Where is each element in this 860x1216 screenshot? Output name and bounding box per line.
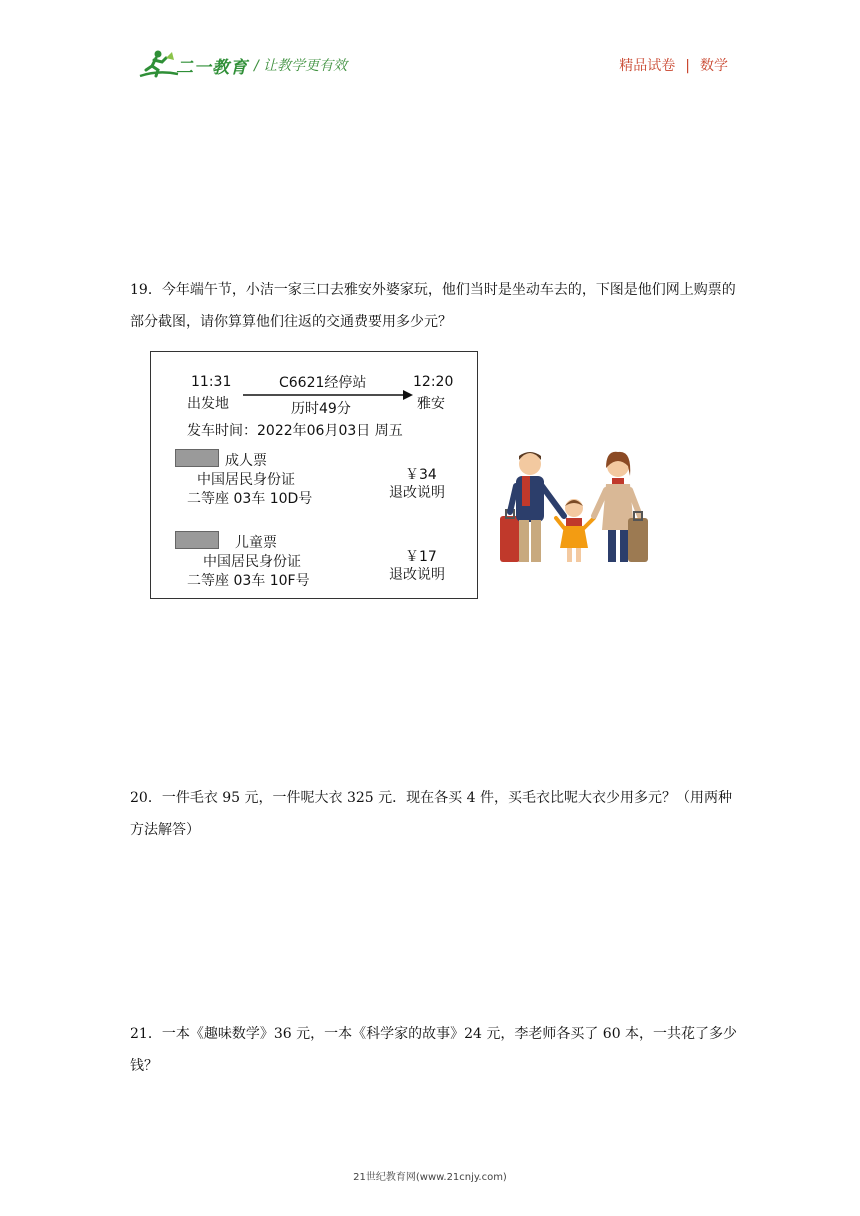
adult-ticket-type: 成人票 <box>225 453 267 469</box>
slogan: / 让教学更有效 <box>254 58 348 74</box>
child-ticket-type: 儿童票 <box>235 535 277 551</box>
header-category <box>619 55 728 75</box>
depart-time: 11:31 <box>191 374 232 390</box>
arrive-place: 雅安 <box>417 396 445 412</box>
train-ticket-screenshot <box>150 351 478 599</box>
page-footer: 21世纪教育网(www.21cnjy.com) <box>353 1172 507 1183</box>
child-price: ￥17 <box>405 549 437 565</box>
adult-name-redacted <box>175 449 219 467</box>
question-19: 19．今年端午节，小洁一家三口去雅安外婆家玩，他们当时是坐动车去的，下图是他们网上购票的部分截图，请你算算他们往返的交通费要用多少元？ <box>130 282 736 330</box>
family-travel-illustration <box>494 446 664 568</box>
adult-price: ￥34 <box>405 467 437 483</box>
header-category-right: 数学 <box>700 58 728 74</box>
trip-duration: 历时49分 <box>291 401 351 417</box>
adult-id-type: 中国居民身份证 <box>197 472 295 488</box>
child-id-type: 中国居民身份证 <box>203 554 301 570</box>
page-header <box>0 0 860 90</box>
question-20: 20．一件毛衣 95 元，一件呢大衣 325 元．现在各买 4 件，买毛衣比呢大衣少用多元？（用两种方法解答） <box>130 790 732 838</box>
adult-seat: 二等座 03车 10D号 <box>187 491 313 507</box>
train-number: C6621经停站 <box>279 375 367 391</box>
logo-text: 二一教育 <box>176 58 248 78</box>
header-category-left: 精品试卷 <box>619 58 676 74</box>
arrive-time: 12:20 <box>413 374 454 390</box>
adult-refund-link: 退改说明 <box>389 485 445 501</box>
child-seat: 二等座 03车 10F号 <box>187 573 310 589</box>
question-21: 21．一本《趣味数学》36 元，一本《科学家的故事》24 元，李老师各买了 60 本，一共花了多少钱？ <box>130 1026 738 1074</box>
child-refund-link: 退改说明 <box>389 567 445 583</box>
departure-date: 发车时间：2022年06月03日 周五 <box>187 423 403 439</box>
header-separator: | <box>685 58 690 74</box>
child-name-redacted <box>175 531 219 549</box>
depart-place: 出发地 <box>187 396 229 412</box>
